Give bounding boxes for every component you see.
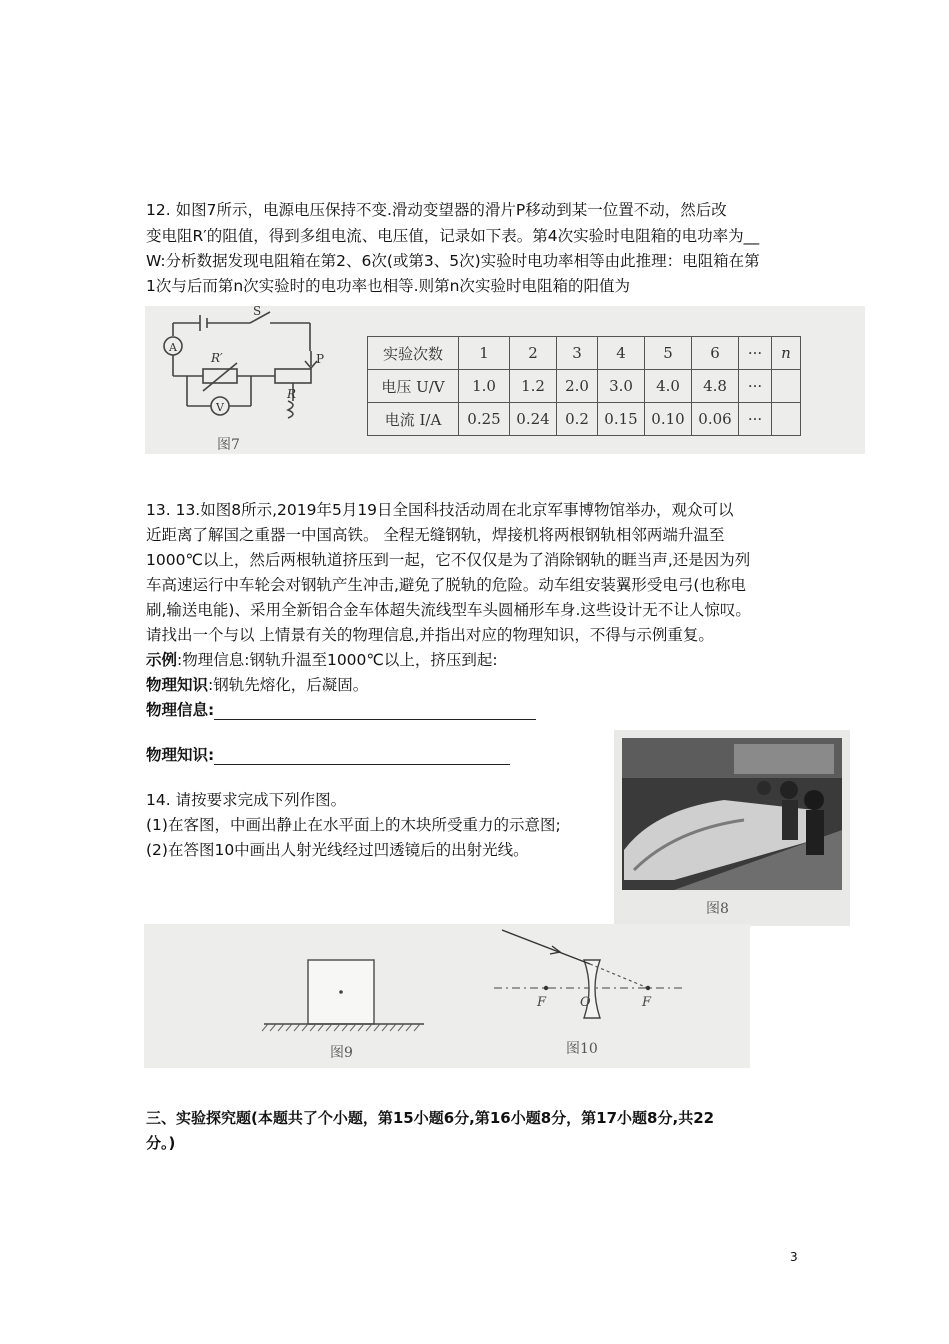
figure-10-label: 图10 bbox=[566, 1041, 598, 1057]
table-header-row bbox=[368, 337, 801, 370]
resistor-label: R bbox=[287, 387, 297, 401]
knowledge-label: 物理知识 bbox=[146, 676, 209, 694]
experiment-table bbox=[367, 336, 801, 436]
table-cell: ··· bbox=[739, 370, 772, 403]
table-cell: 0.06 bbox=[692, 403, 739, 436]
figure-7-label: 图7 bbox=[217, 437, 240, 453]
physics-knowledge-answer[interactable] bbox=[146, 745, 510, 765]
table-cell: 4.8 bbox=[692, 370, 739, 403]
q13-line-6: 请找出一个与以 上情景有关的物理信息,并指出对应的物理知识，不得与示例重复。 bbox=[146, 626, 714, 644]
focus-right-label: F bbox=[642, 995, 652, 1010]
q13-example bbox=[146, 650, 498, 670]
q12-line-1: 12. 如图7所示，电源电压保持不变.滑动变望器的滑片P移动到某一位置不动，然后改 bbox=[146, 201, 727, 219]
q13-line-5: 刷,输送电能)、采用全新铝合金车体超失流线型车头圆桶形车身.这些设计无不让人惊叹。 bbox=[146, 601, 751, 619]
rheostat-label: R′ bbox=[211, 351, 223, 365]
q12-line-3: W:分析数据发现电阻箱在第2、6次(或第3、5次)实验时电功率相等由此推理：电阻箱在第 bbox=[146, 252, 760, 270]
knowledge-text: :钢轨先熔化，后凝固。 bbox=[208, 676, 369, 694]
block-on-surface-diagram bbox=[144, 924, 444, 1068]
table-cell: 实验次数 bbox=[368, 337, 459, 370]
section-3-heading-line-2: 分。) bbox=[146, 1134, 176, 1152]
table-cell: n bbox=[772, 337, 801, 370]
page-number: 3 bbox=[790, 1250, 798, 1264]
table-cell: 0.10 bbox=[645, 403, 692, 436]
ammeter-label: A bbox=[169, 341, 177, 354]
q14-line-3: (2)在答图10中画出人射光线经过凹透镜后的出射光线。 bbox=[146, 841, 529, 859]
lens-center-label: O bbox=[580, 995, 591, 1010]
table-cell: 0.15 bbox=[598, 403, 645, 436]
physics-knowledge-blank[interactable] bbox=[214, 748, 510, 765]
q12-line-2: 变电阻R′的阻值，得到多组电流、电压值，记录如下表。第4次实验时电阻箱的电功率为__ bbox=[146, 227, 760, 245]
table-cell: 1 bbox=[459, 337, 510, 370]
slider-label: P bbox=[316, 352, 325, 366]
figure-7-panel bbox=[145, 306, 865, 454]
focus-left-label: F bbox=[537, 995, 547, 1010]
physics-knowledge-label: 物理知识: bbox=[146, 746, 215, 764]
physics-info-label: 物理信息: bbox=[146, 701, 215, 719]
q13-knowledge bbox=[146, 675, 368, 695]
example-text: :物理信息:钢轨升温至1000℃以上，挤压到起: bbox=[177, 651, 498, 669]
table-cell bbox=[772, 370, 801, 403]
table-cell: 1.0 bbox=[459, 370, 510, 403]
train-photo-icon bbox=[614, 730, 850, 926]
table-row bbox=[368, 403, 801, 436]
figure-9-label: 图9 bbox=[330, 1045, 353, 1061]
table-cell: 电流 I/A bbox=[368, 403, 459, 436]
table-cell: 5 bbox=[645, 337, 692, 370]
physics-info-answer[interactable] bbox=[146, 700, 536, 720]
table-cell: 1.2 bbox=[510, 370, 557, 403]
example-label: 示例 bbox=[146, 651, 178, 669]
table-cell: 0.25 bbox=[459, 403, 510, 436]
circuit-diagram bbox=[145, 306, 345, 454]
q13-line-2: 近距离了解国之重器一中国高铁。 全程无缝钢轨，焊接机将两根钢轨相邻两端升温至 bbox=[146, 526, 725, 544]
table-cell: 3.0 bbox=[598, 370, 645, 403]
q14-line-2: (1)在客图，中画出静止在水平面上的木块所受重力的示意图; bbox=[146, 816, 561, 834]
q13-line-1: 13. 13.如图8所示,2019年5月19日全国科技活动周在北京军事博物馆举办，观众可以 bbox=[146, 501, 734, 519]
figure-8-photo bbox=[614, 730, 850, 926]
q13-line-3: 1000℃以上，然后两根轨道挤压到一起，它不仅仅是为了消除钢轨的睚当声,还是因为列 bbox=[146, 551, 751, 569]
table-cell: 电压 U/V bbox=[368, 370, 459, 403]
q13-line-4: 车高速运行中车轮会对钢轨产生冲击,避免了脱轨的危险。动车组安装翼形受电弓(也称电 bbox=[146, 576, 746, 594]
table-cell: 3 bbox=[557, 337, 598, 370]
q12-line-4: 1次与后而第n次实验时的电功率也相等.则第n次实验时电阻箱的阳值为 bbox=[146, 277, 630, 295]
voltmeter-label: V bbox=[216, 401, 224, 414]
figure-8-label: 图8 bbox=[706, 901, 729, 917]
table-row bbox=[368, 370, 801, 403]
table-cell: 2.0 bbox=[557, 370, 598, 403]
table-cell: 0.2 bbox=[557, 403, 598, 436]
table-cell: ··· bbox=[739, 403, 772, 436]
physics-info-blank[interactable] bbox=[214, 703, 536, 720]
table-cell: 2 bbox=[510, 337, 557, 370]
table-cell: 0.24 bbox=[510, 403, 557, 436]
table-cell: 4 bbox=[598, 337, 645, 370]
table-cell: 6 bbox=[692, 337, 739, 370]
switch-label: S bbox=[253, 306, 262, 318]
figures-9-10-panel bbox=[144, 924, 750, 1068]
table-cell bbox=[772, 403, 801, 436]
table-cell: ··· bbox=[739, 337, 772, 370]
q14-line-1: 14. 请按要求完成下列作图。 bbox=[146, 791, 347, 809]
section-3-heading-line-1: 三、实验探究题(本题共了个小题，第15小题6分,第16小题8分，第17小题8分,共22 bbox=[146, 1109, 715, 1127]
table-cell: 4.0 bbox=[645, 370, 692, 403]
